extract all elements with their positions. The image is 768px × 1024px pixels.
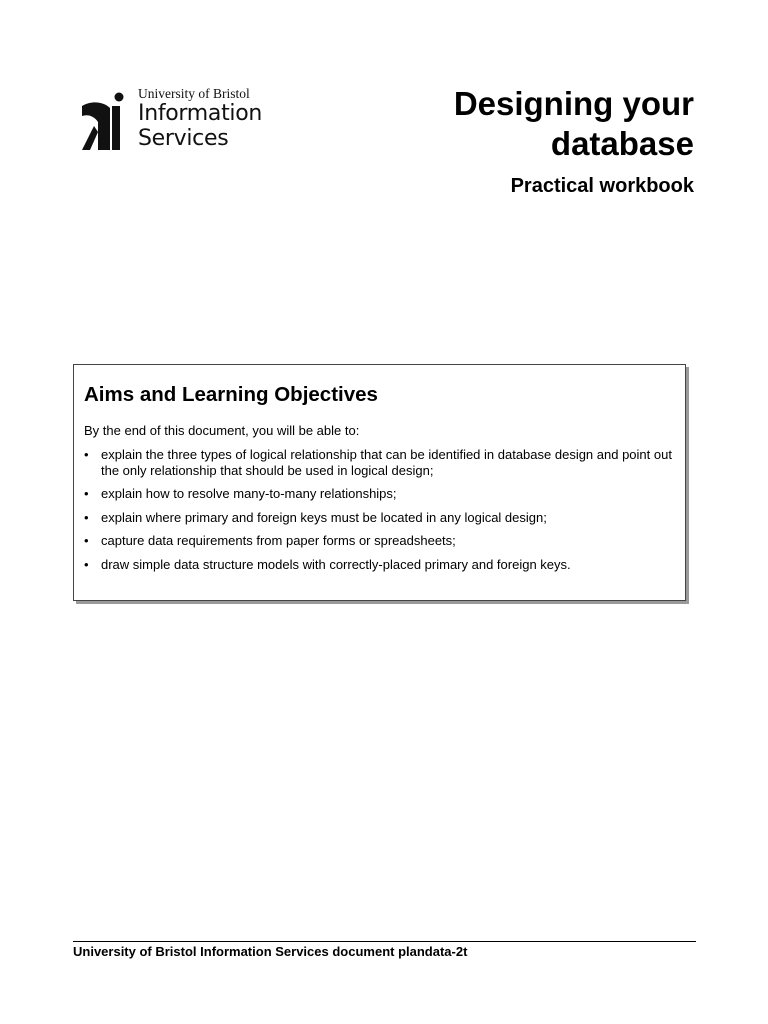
document-subtitle: Practical workbook — [510, 175, 694, 197]
list-item — [84, 486, 674, 502]
footer-text: University of Bristol Information Services document plandata-2t — [73, 944, 468, 959]
aims-objectives-box — [73, 364, 686, 601]
title-line-2: database — [550, 125, 694, 162]
aims-list — [84, 447, 674, 580]
title-line-1: Designing your — [453, 85, 694, 122]
list-item-text: explain where primary and foreign keys must be located in any logical design; — [101, 509, 547, 525]
logo-university-text: University of Bristol — [138, 86, 250, 101]
information-services-logo — [82, 86, 292, 156]
list-item — [84, 447, 674, 478]
bullet-icon: • — [84, 486, 89, 501]
footer-divider — [73, 941, 696, 942]
logo-information-text: Information — [138, 101, 263, 126]
logo-services-text: Services — [138, 126, 229, 151]
list-item-text: explain the three types of logical relationship that can be identified in database design and point out the only relationship that should be used in logical design; — [101, 447, 672, 478]
list-item — [84, 533, 674, 549]
bullet-icon: • — [84, 447, 89, 462]
list-item — [84, 557, 674, 573]
list-item-text: capture data requirements from paper forms or spreadsheets; — [101, 533, 456, 548]
bullet-icon: • — [84, 556, 89, 572]
bullet-icon: • — [84, 509, 89, 525]
list-item-text: explain how to resolve many-to-many relationships; — [101, 486, 397, 501]
list-item-text: draw simple data structure models with correctly-placed primary and foreign keys. — [101, 556, 571, 572]
information-services-logo-mark-icon — [82, 92, 132, 152]
list-item — [84, 510, 674, 526]
bullet-icon: • — [84, 533, 89, 548]
aims-heading: Aims and Learning Objectives — [84, 383, 378, 406]
document-title — [374, 84, 694, 164]
aims-intro: By the end of this document, you will be able to: — [84, 423, 360, 438]
